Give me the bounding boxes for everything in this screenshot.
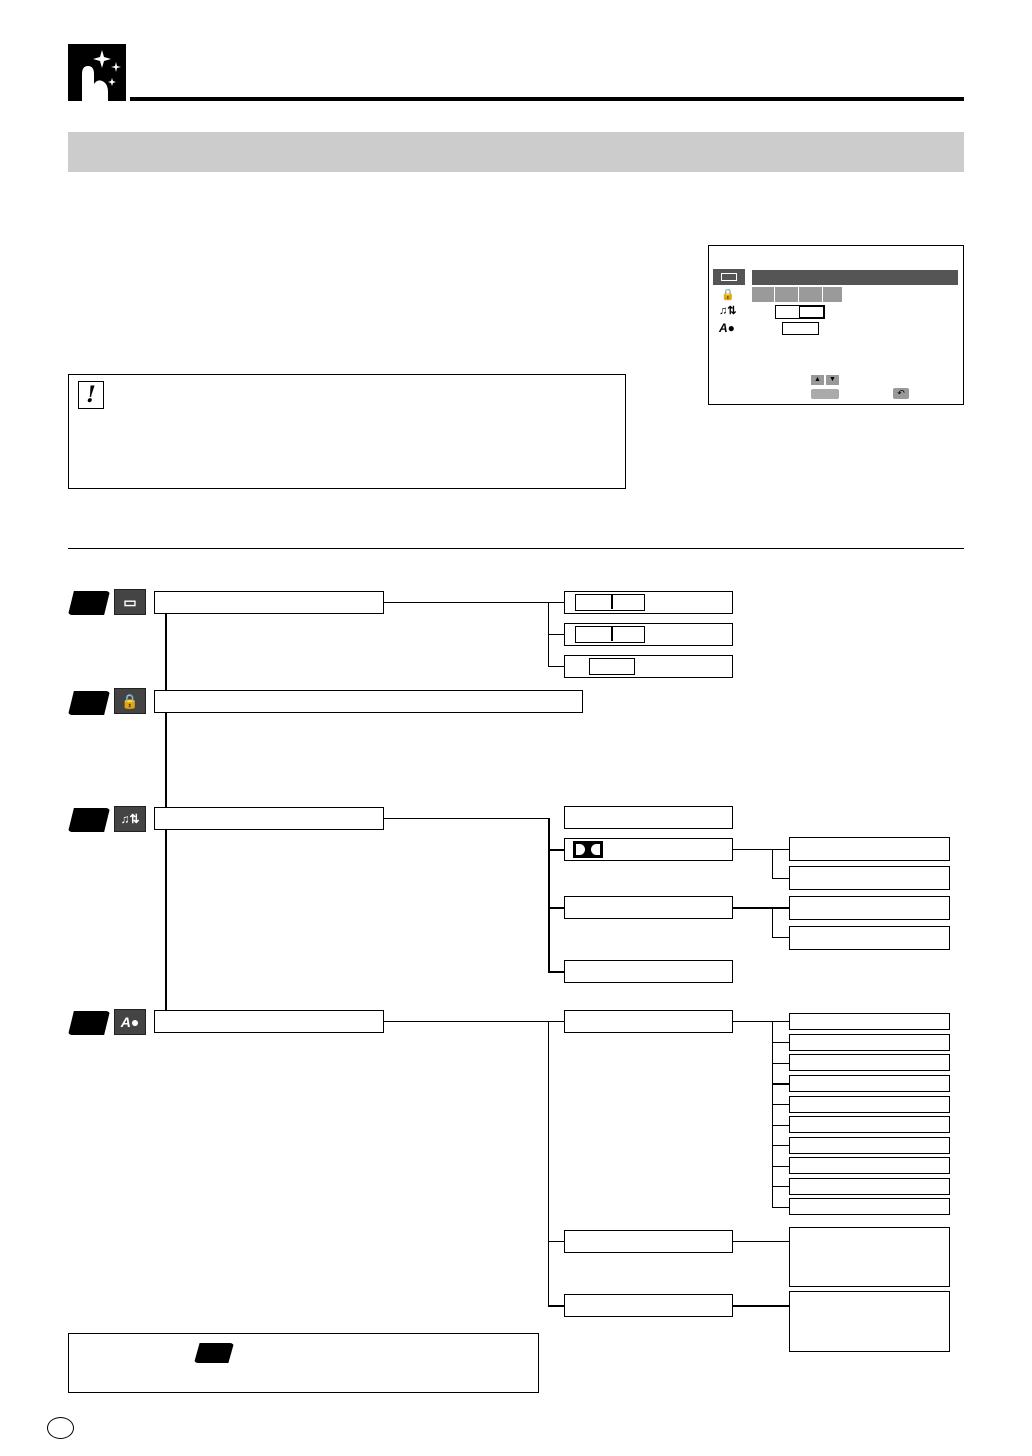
sub-option-item[interactable] bbox=[789, 837, 950, 861]
sub-option-item[interactable] bbox=[789, 896, 950, 920]
section-divider bbox=[68, 548, 964, 549]
connector bbox=[772, 1042, 789, 1043]
osd-option-box bbox=[782, 322, 819, 335]
tv-screen-icon bbox=[713, 269, 745, 285]
language-option[interactable] bbox=[789, 1157, 950, 1174]
connector bbox=[733, 1241, 789, 1242]
connector bbox=[548, 666, 564, 667]
connector bbox=[548, 602, 564, 603]
language-disc-icon: A● bbox=[114, 1009, 146, 1035]
osd-option-box bbox=[775, 305, 825, 319]
audio-settings-icon: ♫⇅ bbox=[114, 806, 146, 832]
option-segment bbox=[575, 594, 645, 611]
connector bbox=[772, 1021, 773, 1207]
language-option[interactable] bbox=[789, 1178, 950, 1195]
option-item[interactable] bbox=[564, 591, 733, 614]
option-item[interactable] bbox=[564, 655, 733, 678]
sub-option-item[interactable] bbox=[789, 926, 950, 950]
down-arrow-icon: ▼ bbox=[826, 375, 839, 385]
header-rule bbox=[130, 97, 964, 101]
option-item[interactable] bbox=[564, 960, 733, 983]
option-item[interactable] bbox=[564, 896, 733, 919]
connector bbox=[772, 1186, 789, 1187]
language-disc-icon: A● bbox=[719, 321, 735, 335]
connector bbox=[772, 1145, 789, 1146]
menu-item-audio[interactable] bbox=[154, 807, 384, 830]
option-item[interactable] bbox=[564, 1230, 733, 1253]
language-option[interactable] bbox=[789, 1137, 950, 1154]
return-icon: ↶ bbox=[893, 388, 909, 399]
connector bbox=[548, 1241, 564, 1242]
language-option[interactable] bbox=[789, 1075, 950, 1092]
language-option[interactable] bbox=[789, 1096, 950, 1113]
option-segment bbox=[589, 658, 635, 675]
connector bbox=[384, 818, 548, 819]
connector bbox=[733, 849, 772, 850]
connector bbox=[772, 1207, 789, 1208]
category-tab bbox=[68, 1011, 110, 1035]
sub-option-item[interactable] bbox=[789, 866, 950, 890]
language-option[interactable] bbox=[789, 1034, 950, 1051]
option-item[interactable] bbox=[564, 806, 733, 829]
caution-box bbox=[68, 374, 626, 489]
sparkle-hand-icon bbox=[68, 44, 126, 101]
detail-box bbox=[789, 1227, 950, 1287]
option-segment bbox=[575, 626, 645, 643]
menu-item-parental-lock[interactable] bbox=[154, 690, 583, 713]
connector bbox=[733, 907, 772, 909]
connector bbox=[772, 849, 789, 850]
enter-key-icon bbox=[811, 389, 839, 399]
connector bbox=[772, 1063, 789, 1064]
connector bbox=[772, 1125, 789, 1126]
connector bbox=[772, 1166, 789, 1167]
connector bbox=[548, 1021, 564, 1022]
option-item[interactable] bbox=[564, 623, 733, 646]
menu-item-language[interactable] bbox=[154, 1010, 384, 1033]
category-tab bbox=[68, 591, 110, 615]
parental-lock-icon: 🔒 bbox=[721, 289, 735, 301]
menu-item-tv-screen[interactable] bbox=[154, 591, 384, 614]
connector bbox=[772, 1104, 789, 1105]
connector bbox=[733, 1021, 772, 1022]
option-item[interactable] bbox=[564, 1010, 733, 1033]
language-option[interactable] bbox=[789, 1198, 950, 1215]
category-tab bbox=[68, 808, 110, 832]
connector bbox=[548, 1021, 549, 1305]
connector bbox=[772, 849, 773, 878]
section-title-bar bbox=[68, 132, 964, 172]
osd-segment-row bbox=[752, 287, 842, 302]
category-tab bbox=[68, 691, 110, 715]
connector bbox=[772, 1021, 789, 1022]
connector bbox=[772, 937, 789, 938]
connector bbox=[772, 907, 789, 909]
option-item-dolby[interactable] bbox=[564, 838, 733, 861]
connector bbox=[548, 971, 564, 973]
connector bbox=[384, 1021, 548, 1022]
connector bbox=[548, 1305, 564, 1307]
detail-box bbox=[789, 1291, 950, 1352]
language-option[interactable] bbox=[789, 1054, 950, 1071]
connector bbox=[548, 907, 564, 909]
dolby-logo-icon bbox=[573, 841, 603, 858]
connector bbox=[384, 602, 548, 603]
connector bbox=[772, 907, 773, 937]
connector bbox=[733, 1305, 789, 1307]
category-tab bbox=[194, 1343, 234, 1363]
language-option[interactable] bbox=[789, 1013, 950, 1030]
audio-settings-icon: ♫⇅ bbox=[719, 305, 737, 317]
exclamation-icon: ! bbox=[78, 381, 104, 409]
connector bbox=[548, 849, 564, 851]
connector bbox=[548, 818, 550, 972]
connector bbox=[772, 1083, 789, 1085]
option-item[interactable] bbox=[564, 1294, 733, 1317]
circle-marker bbox=[47, 1417, 74, 1439]
note-box bbox=[68, 1333, 539, 1393]
parental-lock-icon: 🔒 bbox=[114, 688, 146, 714]
language-option[interactable] bbox=[789, 1116, 950, 1133]
connector bbox=[772, 878, 789, 879]
osd-highlight-bar bbox=[752, 270, 958, 285]
up-arrow-icon: ▲ bbox=[811, 375, 824, 385]
osd-preview-panel bbox=[708, 245, 964, 405]
connector bbox=[548, 634, 564, 635]
tv-screen-icon: ▭ bbox=[114, 589, 146, 615]
